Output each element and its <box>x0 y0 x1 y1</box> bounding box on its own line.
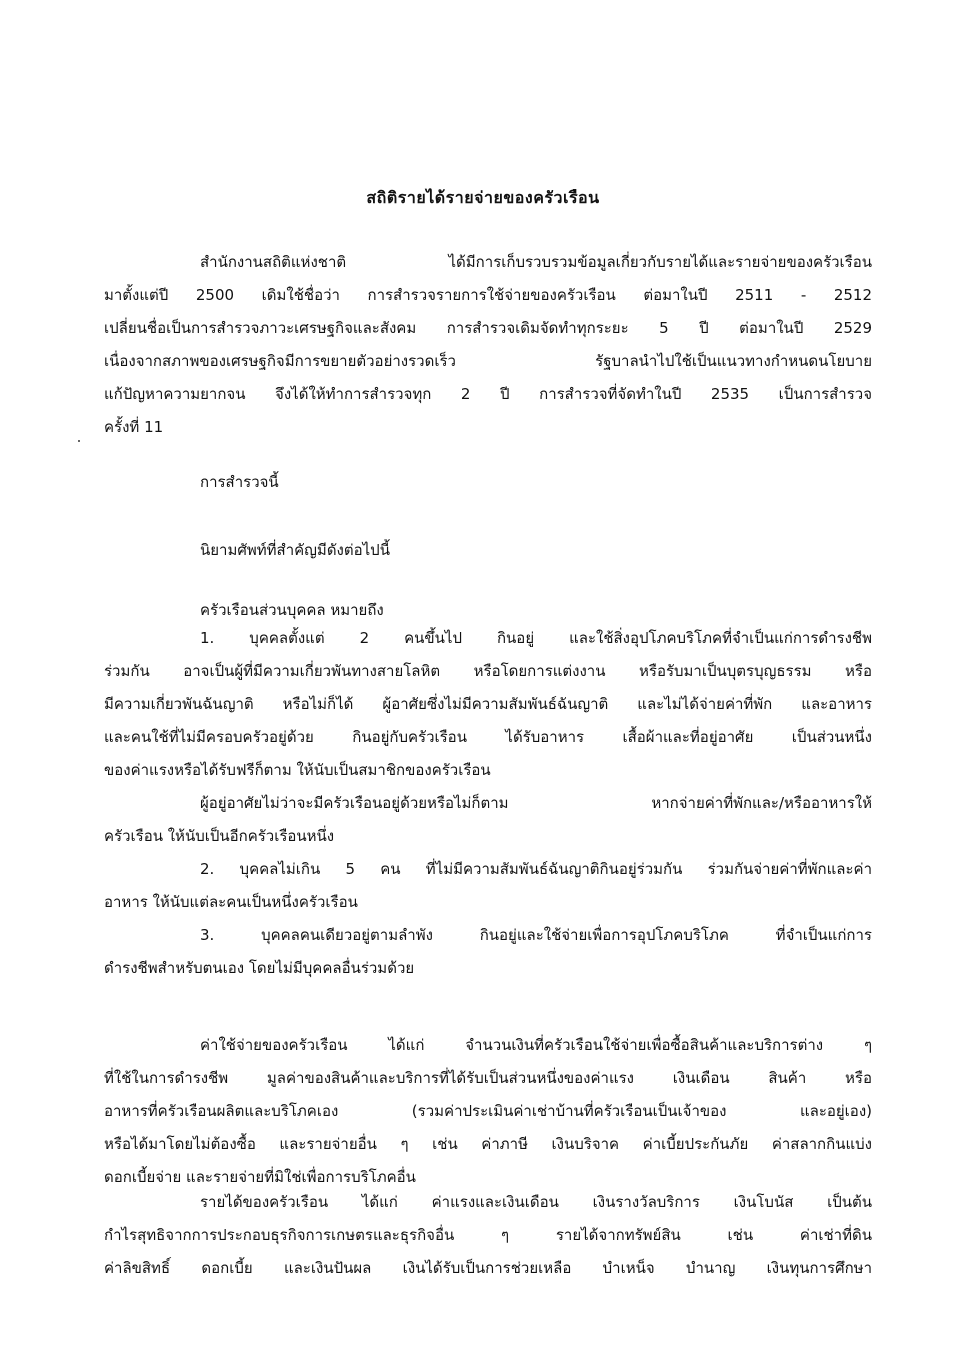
paragraph-line: ค่าใช้จ่ายของครัวเรือน ได้แก่ จำนวนเงินที่ครัวเรือนใช้จ่ายเพื่อซื้อสินค้าและบริการต่าง ๆ <box>200 1036 872 1054</box>
paragraph-line: ครั้งที่ 11 <box>104 418 164 436</box>
paragraph-line: 2. บุคคลไม่เกิน 5 คน ที่ไม่มีความสัมพันธ์ฉันญาติกินอยู่ร่วมกัน ร่วมกันจ่ายค่าที่พักและค่า <box>200 860 872 878</box>
paragraph-line: เปลี่ยนชื่อเป็นการสำรวจภาวะเศรษฐกิจและสังคม การสำรวจเดิมจัดทำทุกระยะ 5 ปี ต่อมาในปี 2529 <box>104 319 872 337</box>
paragraph-line: ร่วมกัน อาจเป็นผู้ที่มีความเกี่ยวพันทางสายโลหิต หรือโดยการแต่งงาน หรือรับมาเป็นบุตรบุญธรรม หรือ <box>104 662 872 680</box>
household-heading: ครัวเรือนส่วนบุคคล หมายถึง <box>200 601 384 619</box>
document-title: สถิติรายได้รายจ่ายของครัวเรือน <box>366 188 600 207</box>
paragraph-line: ดอกเบี้ยจ่าย และรายจ่ายที่มิใช่เพื่อการบริโภคอื่น <box>104 1168 416 1186</box>
paragraph-line: และคนใช้ที่ไม่มีครอบครัวอยู่ด้วย กินอยู่กับครัวเรือน ได้รับอาหาร เสื้อผ้าและที่อยู่อาศัย เป็นส่วนหนึ่ง <box>104 728 872 746</box>
paragraph-line: ค่าลิขสิทธิ์ ดอกเบี้ย และเงินปันผล เงินได้รับเป็นการช่วยเหลือ บำเหน็จ บำนาญ เงินทุนการศึกษา <box>104 1259 872 1277</box>
paragraph-line: ผู้อยู่อาศัยไม่ว่าจะมีครัวเรือนอยู่ด้วยหรือไม่ก็ตาม หากจ่ายค่าที่พักและ/หรืออาหารให้ <box>200 794 872 812</box>
paragraph-line: ครัวเรือน ให้นับเป็นอีกครัวเรือนหนึ่ง <box>104 827 335 845</box>
paragraph-line: รายได้ของครัวเรือน ได้แก่ ค่าแรงและเงินเดือน เงินรางวัลบริการ เงินโบนัส เป็นต้น <box>200 1193 872 1211</box>
paragraph-line: เนื่องจากสภาพของเศรษฐกิจมีการขยายตัวอย่างรวดเร็ว รัฐบาลนำไปใช้เป็นแนวทางกำหนดนโยบาย <box>104 352 872 370</box>
definitions-heading: นิยามศัพท์ที่สำคัญมีดังต่อไปนี้ <box>200 541 390 559</box>
paragraph-line: มาตั้งแต่ปี 2500 เดิมใช้ชื่อว่า การสำรวจรายการใช้จ่ายของครัวเรือน ต่อมาในปี 2511 - 2512 <box>104 286 872 304</box>
paragraph-line: แก้ปัญหาความยากจน จึงได้ให้ทำการสำรวจทุก 2 ปี การสำรวจที่จัดทำในปี 2535 เป็นการสำรวจ <box>104 385 872 403</box>
paragraph-line: กำไรสุทธิจากการประกอบธุรกิจการเกษตรและธุรกิจอื่น ๆ รายได้จากทรัพย์สิน เช่น ค่าเช่าที่ดิน <box>104 1226 872 1244</box>
paragraph-line: หรือได้มาโดยไม่ต้องซื้อ และรายจ่ายอื่น ๆ เช่น ค่าภาษี เงินบริจาค ค่าเบี้ยประกันภัย ค่าสลากกินแบ่ง <box>104 1135 872 1153</box>
survey-heading: การสำรวจนี้ <box>200 473 279 491</box>
expenditure-paragraph <box>104 1029 872 1194</box>
income-paragraph <box>104 1186 872 1285</box>
paragraph-line: ที่ใช้ในการดำรงชีพ มูลค่าของสินค้าและบริการที่ได้รับเป็นส่วนหนึ่งของค่าแรง เงินเดือน สินค้า หรือ <box>104 1069 872 1087</box>
paragraph-line: 1. บุคคลตั้งแต่ 2 คนขึ้นไป กินอยู่ และใช้สิ่งอุปโภคบริโภคที่จำเป็นแก่การดำรงชีพ <box>200 629 872 647</box>
paragraph-line: มีความเกี่ยวพันฉันญาติ หรือไม่ก็ได้ ผู้อาศัยซึ่งไม่มีความสัมพันธ์ฉันญาติ และไม่ได้จ่ายค่าที่พัก และอาหาร <box>104 695 872 713</box>
paragraph-line: อาหารที่ครัวเรือนผลิตและบริโภคเอง (รวมค่าประเมินค่าเช่าบ้านที่ครัวเรือนเป็นเจ้าของ และอยู่เอง) <box>104 1102 872 1120</box>
paragraph-line: สำนักงานสถิติแห่งชาติ ได้มีการเก็บรวบรวมข้อมูลเกี่ยวกับรายได้และรายจ่ายของครัวเรือน <box>200 253 872 271</box>
paragraph-line: ของค่าแรงหรือได้รับฟรีก็ตาม ให้นับเป็นสมาชิกของครัวเรือน <box>104 761 491 779</box>
paragraph-line: ดำรงชีพสำหรับตนเอง โดยไม่มีบุคคลอื่นร่วมด้วย <box>104 959 415 977</box>
paragraph-line: 3. บุคคลคนเดียวอยู่ตามลำพัง กินอยู่และใช้จ่ายเพื่อการอุปโภคบริโภค ที่จำเป็นแก่การ <box>200 926 872 944</box>
scan-speck <box>78 440 80 442</box>
intro-paragraph <box>104 246 872 444</box>
household-definition <box>104 622 872 985</box>
paragraph-line: อาหาร ให้นับแต่ละคนเป็นหนึ่งครัวเรือน <box>104 893 358 911</box>
